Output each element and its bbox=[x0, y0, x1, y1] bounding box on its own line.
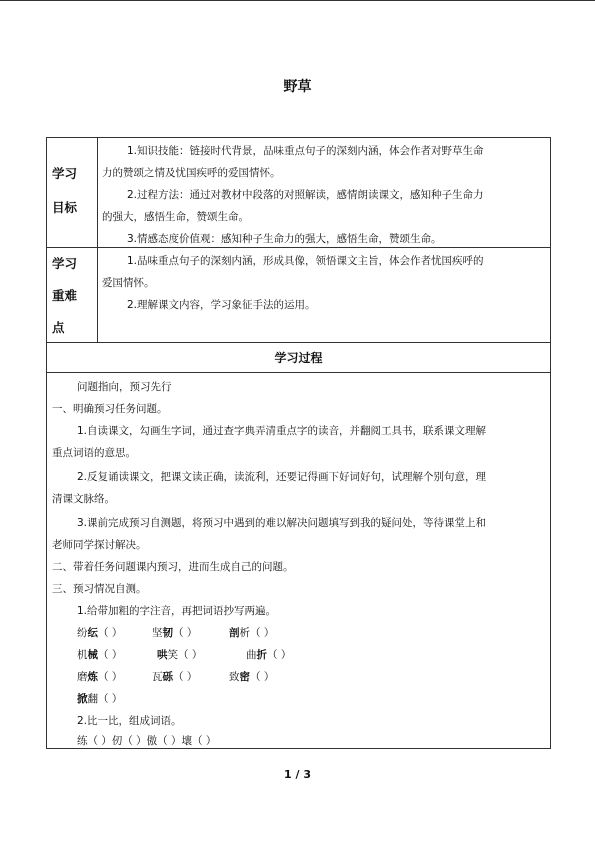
section-2-heading: 二、带着任务问题课内预习，进而生成自己的问题。 bbox=[52, 561, 294, 573]
header-rule bbox=[0, 0, 595, 1]
difficulty-item-1b: 爱国情怀。 bbox=[102, 277, 155, 289]
task-1a: 1.自读课文，勾画生字词，通过查字典弄清重点字的读音，并翻阅工具书，联系课文理解 bbox=[77, 425, 487, 437]
word-item: 曲折（ ） bbox=[246, 649, 292, 661]
section-1-heading: 一、明确预习任务问题。 bbox=[52, 403, 168, 415]
goals-label-2: 目标 bbox=[52, 200, 78, 215]
process-heading: 学习过程 bbox=[274, 351, 323, 365]
question-2: 2.比一比，组成词语。 bbox=[77, 715, 182, 727]
difficulty-label-2: 重难 bbox=[52, 288, 78, 303]
difficulty-item-2: 2.理解课文内容，学习象征手法的运用。 bbox=[127, 299, 316, 311]
task-2a: 2.反复诵读课文，把课文读正确，读流利，还要记得画下好词好句，试理解个别句意，理 bbox=[77, 471, 487, 483]
task-1b: 重点词语的意思。 bbox=[52, 447, 136, 459]
task-3a: 3.课前完成预习自测题，将预习中遇到的难以解决问题填写到我的疑问处，等待课堂上和 bbox=[77, 517, 487, 529]
difficulty-label-3: 点 bbox=[52, 320, 65, 335]
task-3b: 老师同学探讨解决。 bbox=[52, 539, 147, 551]
word-item: 纷纭（ ） bbox=[77, 627, 123, 639]
word-item: 磨炼（ ） bbox=[77, 671, 123, 683]
table-column-divider bbox=[97, 137, 98, 343]
word-item: 哄笑（ ） bbox=[157, 649, 203, 661]
word-item: 坚韧（ ） bbox=[152, 627, 198, 639]
word-item: 机械（ ） bbox=[77, 649, 123, 661]
word-item: 致密（ ） bbox=[229, 671, 275, 683]
word-item: 瓦砾（ ） bbox=[152, 671, 198, 683]
difficulty-item-1a: 1.品味重点句子的深刻内涵，形成具像，领悟课文主旨，体会作者忧国疾呼的 bbox=[127, 255, 484, 267]
goal-item-3: 3.情感态度价值观：感知种子生命力的强大，感悟生命，赞颂生命。 bbox=[127, 233, 442, 245]
word-item: 剖析（ ） bbox=[229, 627, 275, 639]
page-number: 1 / 3 bbox=[284, 768, 311, 781]
goal-item-1b: 力的赞颂之情及忧国疾呼的爱国情怀。 bbox=[102, 167, 281, 179]
goal-item-2a: 2.过程方法：通过对教材中段落的对照解读，感情朗读课文，感知种子生命力 bbox=[127, 189, 484, 201]
task-2b: 清课文脉络。 bbox=[52, 493, 115, 505]
process-heading-divider bbox=[46, 372, 551, 373]
process-intro: 问题指向，预习先行 bbox=[77, 381, 172, 393]
goal-item-1a: 1.知识技能：链接时代背景，品味重点句子的深刻内涵，体会作者对野草生命 bbox=[127, 145, 484, 157]
word-item: 掀翻（ ） bbox=[77, 693, 123, 705]
goal-item-2b: 的强大，感悟生命，赞颂生命。 bbox=[102, 211, 249, 223]
page-title: 野草 bbox=[283, 79, 312, 95]
question-1: 1.给带加粗的字注音，再把词语抄写两遍。 bbox=[77, 605, 277, 617]
goals-label-1: 学习 bbox=[52, 166, 78, 181]
difficulty-label-1: 学习 bbox=[52, 256, 78, 271]
section-3-heading: 三、预习情况自测。 bbox=[52, 583, 147, 595]
compare-words: 练（ ）仞（ ）傲（ ）壤（ ） bbox=[77, 735, 217, 747]
